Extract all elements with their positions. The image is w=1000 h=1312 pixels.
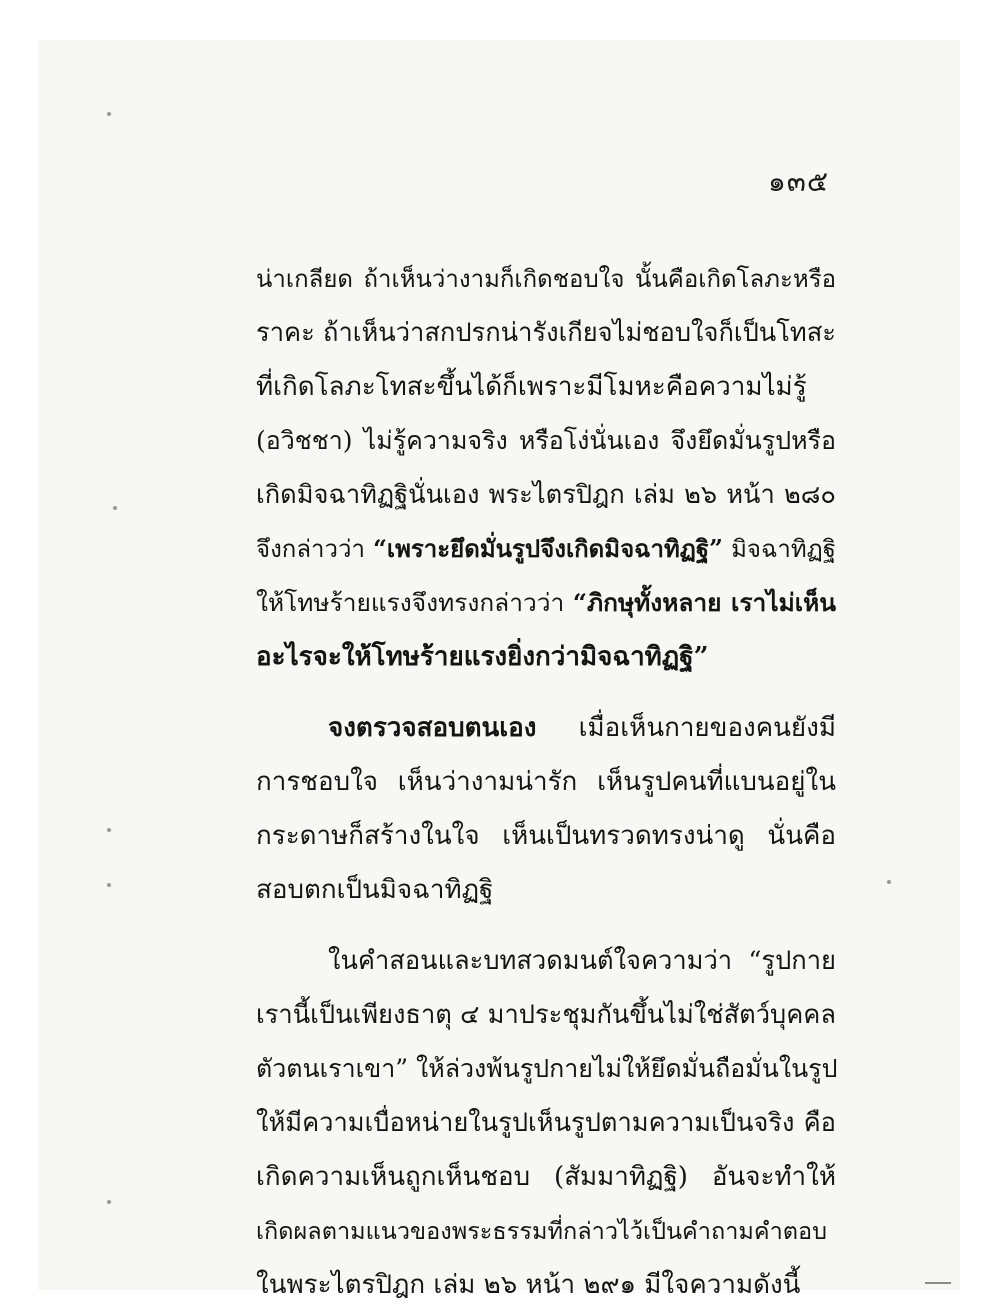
text-line xyxy=(256,1204,836,1258)
text-line xyxy=(256,576,836,630)
paragraph xyxy=(256,701,836,917)
text-segment: ที่เกิดโลภะโทสะขึ้นได้ก็เพราะมีโมหะคือความไม่รู้ xyxy=(256,372,807,402)
text-line xyxy=(256,809,836,863)
text-segment: เกิดมิจฉาทิฏฐินั่นเอง พระไตรปิฎก เล่ม ๒๖ หน้า ๒๘๐ xyxy=(256,480,836,510)
text-segment: ราคะ ถ้าเห็นว่าสกปรกน่ารังเกียจไม่ชอบใจก็เป็นโทสะ xyxy=(256,318,836,348)
text-line xyxy=(256,306,836,360)
scan-mark xyxy=(925,1282,951,1284)
text-line xyxy=(256,863,836,917)
scan-speck xyxy=(887,880,891,884)
text-line xyxy=(256,1258,836,1312)
text-line xyxy=(256,468,836,522)
text-segment: เมื่อเห็นกายของคนยังมี xyxy=(536,713,836,743)
text-segment: ตัวตนเราเขา” ให้ล่วงพ้นรูปกายไม่ให้ยึดมั่นถือมั่นในรูป xyxy=(256,1054,838,1083)
text-line xyxy=(256,755,836,809)
scan-speck xyxy=(107,1200,111,1204)
text-segment: (อวิชชา) ไม่รู้ความจริง หรือโง่นั่นเอง จึงยึดมั่นรูปหรือ xyxy=(256,426,836,455)
text-segment: สอบตกเป็นมิจฉาทิฏฐิ xyxy=(256,875,494,905)
scan-speck xyxy=(107,112,111,116)
body-text xyxy=(256,252,836,1312)
text-segment: เกิดผลตามแนวของพระธรรมที่กล่าวไว้เป็นคำถามคำตอบ xyxy=(256,1217,828,1245)
text-segment: จึงกล่าวว่า xyxy=(256,535,374,563)
quoted-text: อะไรจะให้โทษร้ายแรงยิ่งกว่ามิจฉาทิฏฐิ” xyxy=(256,642,709,672)
scan-speck xyxy=(107,828,111,832)
scan-speck xyxy=(113,506,117,510)
text-line xyxy=(256,360,836,414)
text-line xyxy=(256,1042,836,1096)
text-line xyxy=(256,1096,836,1150)
paragraph-gap xyxy=(256,684,836,701)
text-line xyxy=(256,934,836,988)
text-segment: ให้โทษร้ายแรงจึงทรงกล่าวว่า xyxy=(256,588,573,617)
text-line xyxy=(256,252,836,306)
page-number: ๑๓๕ xyxy=(768,165,830,198)
text-segment: ให้มีความเบื่อหน่ายในรูปเห็นรูปตามความเป็นจริง คือ xyxy=(256,1108,836,1138)
text-line xyxy=(256,630,836,684)
text-line xyxy=(256,988,836,1042)
text-segment: ในพระไตรปิฎก เล่ม ๒๖ หน้า ๒๙๑ มีใจความดังนี้ xyxy=(256,1270,801,1300)
text-segment: เกิดความเห็นถูกเห็นชอบ (สัมมาทิฏฐิ) อันจะทำให้ xyxy=(256,1162,836,1192)
text-segment: กระดาษก็สร้างในใจ เห็นเป็นทรวดทรงน่าดู นั่นคือ xyxy=(256,821,836,851)
text-line xyxy=(256,414,836,468)
heading-phrase: จงตรวจสอบตนเอง xyxy=(328,713,537,743)
paragraph xyxy=(256,252,836,684)
text-line xyxy=(256,522,836,576)
text-segment: การชอบใจ เห็นว่างามน่ารัก เห็นรูปคนที่แบนอยู่ใน xyxy=(256,767,836,797)
text-line xyxy=(256,1150,836,1204)
text-segment: ในคำสอนและบทสวดมนต์ใจความว่า “รูปกาย xyxy=(328,946,836,976)
quoted-text: “ภิกษุทั้งหลาย เราไม่เห็น xyxy=(572,588,836,617)
quoted-text: “เพราะยึดมั่นรูปจึงเกิดมิจฉาทิฏฐิ” xyxy=(373,534,723,563)
text-segment: เรานี้เป็นเพียงธาตุ ๔ มาประชุมกันขึ้นไม่ใช่สัตว์บุคคล xyxy=(256,1000,836,1030)
text-line xyxy=(256,701,836,755)
scan-speck xyxy=(107,883,111,887)
paragraph xyxy=(256,934,836,1312)
text-segment: น่าเกลียด ถ้าเห็นว่างามก็เกิดชอบใจ นั้นคือเกิดโลภะหรือ xyxy=(256,265,836,293)
text-segment: มิจฉาทิฏฐิ xyxy=(722,535,836,563)
paragraph-gap xyxy=(256,917,836,934)
